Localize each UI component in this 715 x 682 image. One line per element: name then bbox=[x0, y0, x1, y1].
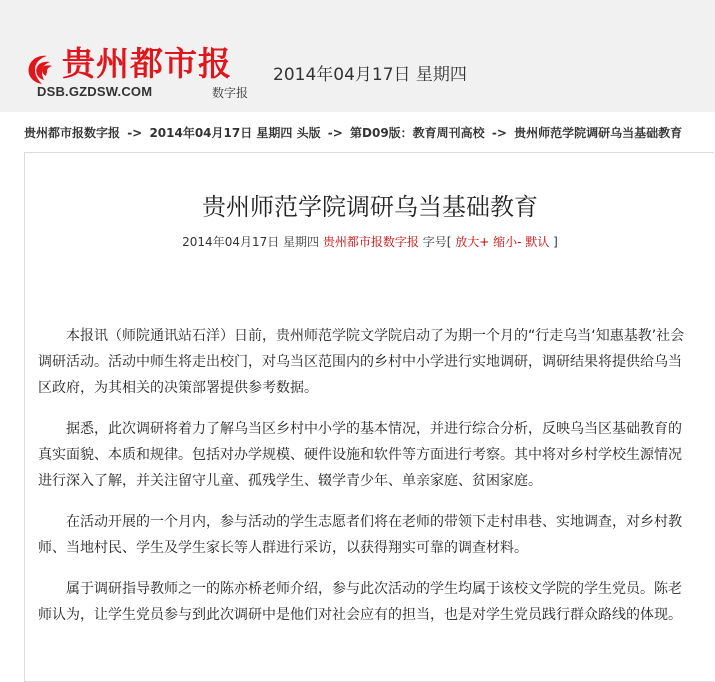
article-date: 2014年04月17日 星期四 bbox=[182, 235, 320, 249]
breadcrumb-link-section[interactable]: 第D09版：教育周刊高校 bbox=[350, 126, 485, 140]
article-body bbox=[38, 323, 686, 643]
font-size-label: 字号[ bbox=[422, 235, 452, 249]
logo-digital-label: 数字报 bbox=[212, 86, 249, 100]
breadcrumb bbox=[24, 124, 682, 141]
article-paragraph: 属于调研指导教师之一的陈亦桥老师介绍，参与此次活动的学生均属于该校文学院的学生党员。陈老师认为，让学生党员参与到此次调研中是他们对社会应有的担当，也是对学生党员践行群众路线的体现。 bbox=[38, 581, 682, 623]
breadcrumb-separator: -> bbox=[491, 126, 507, 140]
breadcrumb-separator: -> bbox=[127, 126, 143, 140]
zoom-in-button[interactable]: 放大+ bbox=[455, 235, 490, 249]
article-paragraph: 本报讯（师院通讯站石洋）日前，贵州师范学院文学院启动了为期一个月的“行走乌当‘知惠基教’社会调研活动。活动中师生将走出校门，对乌当区范围内的乡村中小学进行实地调研，调研结果将提供给乌当区政府，为其相关的决策部署提供参考数据。 bbox=[38, 328, 685, 396]
font-size-close: ] bbox=[553, 235, 558, 249]
article-meta bbox=[25, 233, 715, 250]
breadcrumb-link-article[interactable]: 贵州师范学院调研乌当基础教育 bbox=[514, 126, 683, 140]
article-title: 贵州师范学院调研乌当基础教育 bbox=[202, 193, 538, 221]
article-paragraph: 据悉，此次调研将着力了解乌当区乡村中小学的基本情况，并进行综合分析，反映乌当区基础教育的真实面貌、本质和规律。包括对办学规模、硬件设施和软件等方面进行考察。其中将对乡村学校生源情况进行深入了解，并关注留守儿童、孤残学生、辍学青少年、单亲家庭、贫困家庭。 bbox=[38, 421, 682, 489]
article-source[interactable]: 贵州都市报数字报 bbox=[322, 235, 419, 249]
default-size-button[interactable]: 默认 bbox=[525, 235, 550, 249]
logo-name: 贵州都市报 bbox=[62, 44, 232, 83]
site-logo[interactable] bbox=[22, 42, 262, 104]
site-header bbox=[0, 0, 715, 112]
header-date: 2014年04月17日 星期四 bbox=[273, 65, 467, 85]
article-panel bbox=[24, 152, 714, 682]
zoom-out-button[interactable]: 缩小- bbox=[493, 235, 522, 249]
breadcrumb-separator: -> bbox=[327, 126, 343, 140]
breadcrumb-link-home[interactable]: 贵州都市报数字报 bbox=[24, 126, 121, 140]
logo-domain: DSB.GZDSW.COM bbox=[37, 84, 153, 99]
breadcrumb-link-issue[interactable]: 2014年04月17日 星期四 头版 bbox=[149, 126, 321, 140]
article-paragraph: 在活动开展的一个月内，参与活动的学生志愿者们将在老师的带领下走村串巷、实地调查，对乡村教师、当地村民、学生及学生家长等人群进行采访，以获得翔实可靠的调查材料。 bbox=[38, 514, 682, 556]
